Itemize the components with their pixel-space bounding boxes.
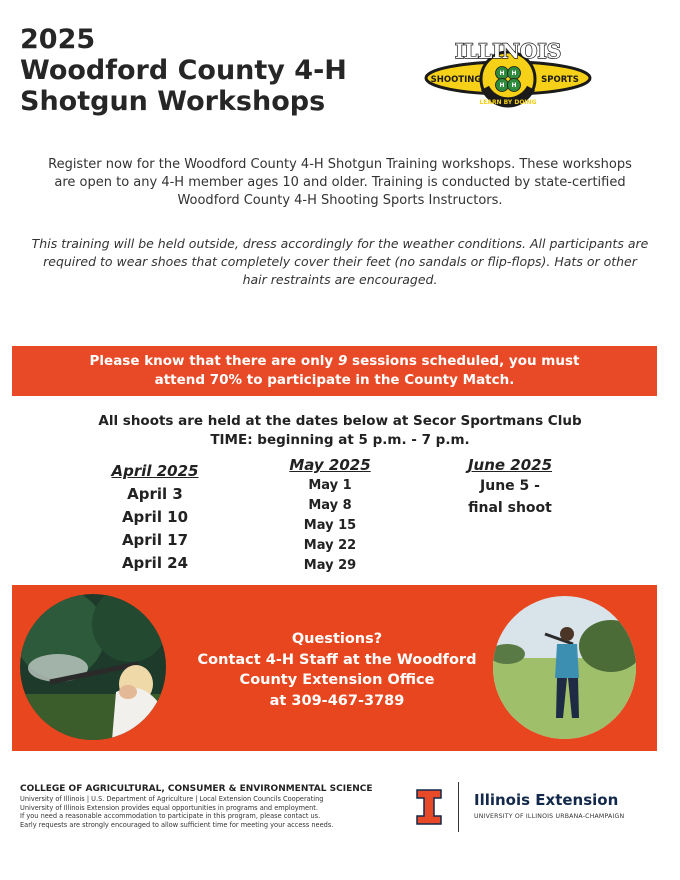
- logo-divider: [458, 782, 459, 832]
- date-item: May 15: [303, 518, 357, 533]
- date-item: final shoot: [468, 500, 552, 516]
- intro-line: are open to any 4-H member ages 10 and older. Training is conducted by state-certified: [54, 175, 626, 190]
- date-item: April 17: [121, 531, 189, 549]
- contact-phone: at 309-467-3789: [269, 692, 405, 709]
- contact-text: [192, 629, 482, 711]
- may-column: [280, 455, 380, 576]
- april-column: [100, 461, 210, 575]
- footer-line: University of Illinois Extension provides equal opportunities in programs and employment.: [20, 803, 318, 812]
- logo-right-text: SPORTS: [541, 75, 579, 85]
- note-line: hair restraints are encouraged.: [242, 272, 438, 287]
- logo-top-text: ILLINOIS: [454, 39, 562, 63]
- shooter-photo-right: [493, 596, 636, 739]
- shooting-sports-logo: [423, 38, 593, 118]
- contact-line-3: County Extension Office: [239, 672, 435, 688]
- dress-note: [20, 235, 660, 289]
- date-item: April 24: [121, 554, 189, 572]
- date-item: May 1: [308, 478, 352, 493]
- intro-line: Register now for the Woodford County 4-H Shotgun Training workshops. These workshops: [48, 157, 632, 172]
- contact-line-2: Contact 4-H Staff at the Woodford: [197, 651, 477, 668]
- intro-paragraph: [20, 156, 660, 210]
- svg-text:H: H: [499, 82, 505, 89]
- svg-text:H: H: [499, 70, 505, 77]
- footer-college: [20, 783, 400, 829]
- college-name: COLLEGE OF AGRICULTURAL, CONSUMER & ENVIRONMENTAL SCIENCE: [20, 784, 373, 794]
- note-line: This training will be held outside, dress accordingly for the weather conditions. All participants are: [31, 236, 649, 251]
- date-item: May 29: [303, 558, 357, 573]
- svg-text:H: H: [511, 82, 517, 89]
- contact-panel: [12, 585, 657, 751]
- title-line-1: Woodford County 4-H: [20, 55, 347, 86]
- banner-line-2: attend 70% to participate in the County Match.: [154, 372, 515, 388]
- footer-line: Early requests are strongly encouraged to allow sufficient time for meeting your access needs.: [20, 820, 334, 829]
- logo-bottom-text: LEARN BY DOING: [479, 99, 537, 106]
- june-column: [455, 455, 565, 519]
- intro-line: Woodford County 4-H Shooting Sports Instructors.: [177, 193, 503, 208]
- date-item: June 5 -: [480, 478, 540, 494]
- page-title: [20, 24, 347, 117]
- block-i-icon: [416, 789, 442, 825]
- date-item: April 10: [121, 508, 189, 526]
- may-header: May 2025: [289, 456, 371, 474]
- extension-name: Illinois Extension: [474, 791, 619, 809]
- date-item: May 8: [308, 498, 352, 513]
- extension-subtitle: UNIVERSITY OF ILLINOIS URBANA-CHAMPAIGN: [474, 813, 625, 820]
- time-text: TIME: beginning at 5 p.m. - 7 p.m.: [210, 432, 470, 448]
- contact-line-1: Questions?: [291, 631, 383, 647]
- note-line: required to wear shoes that completely cover their feet (no sandals or flip-flops). Hats or other: [43, 254, 637, 269]
- title-year: 2025: [20, 24, 96, 55]
- illinois-extension-logo: [412, 782, 652, 832]
- footer-line: University of Illinois | U.S. Department of Agriculture | Local Extension Councils Cooperating: [20, 795, 324, 803]
- location-text: All shoots are held at the dates below at Secor Sportmans Club: [98, 413, 582, 429]
- logo-left-text: SHOOTING: [430, 75, 482, 85]
- date-item: April 3: [127, 485, 183, 503]
- footer-line: If you need a reasonable accommodation to participate in this program, please contact us.: [20, 812, 321, 821]
- date-item: May 22: [303, 538, 357, 553]
- schedule-info: [20, 412, 660, 450]
- svg-text:H: H: [511, 70, 517, 77]
- june-header: June 2025: [467, 456, 553, 474]
- banner-line-1: Please know that there are only 9 sessions scheduled, you must: [89, 353, 580, 369]
- sessions-banner: [12, 346, 657, 396]
- april-header: April 2025: [111, 462, 199, 480]
- title-line-2: Shotgun Workshops: [20, 86, 326, 117]
- shooter-photo-left: [20, 594, 166, 740]
